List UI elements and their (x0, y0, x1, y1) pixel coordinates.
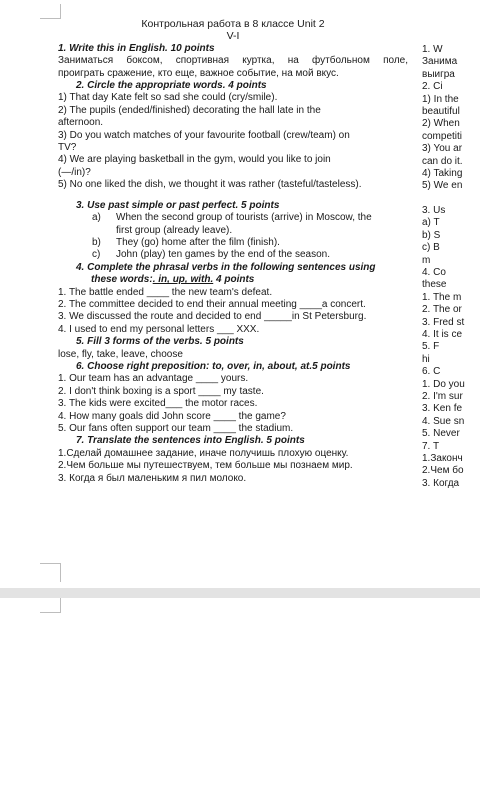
task-3-item-text: They (go) home after the film (finish). (116, 236, 280, 248)
task-2-line: 4) We are playing basketball in the gym, would you like to join (58, 154, 331, 166)
variant-2-line: these (422, 279, 447, 291)
variant-2-column-cropped (422, 44, 480, 490)
task-6-line: 1. Our team has an advantage ____ yours. (58, 373, 249, 385)
variant-2-line: a) T (422, 217, 440, 229)
task-3-heading: 3. Use past simple or past perfect. 5 points (76, 199, 280, 211)
variant-2-line: 2. Ci (422, 81, 443, 93)
variant-2-line (422, 193, 480, 205)
task-2-line: 2) The pupils (ended/finished) decorating the hall late in the (58, 104, 321, 116)
variant-2-line: c) B (422, 242, 440, 254)
crop-mark-top-left (40, 4, 61, 19)
variant-2-line: 2) When (422, 118, 460, 130)
task-3-item-line (58, 212, 408, 224)
task-3-item-line (58, 237, 408, 249)
task-2-line: afternoon. (58, 117, 104, 129)
task-3-item-marker (58, 225, 112, 237)
variant-2-line: 2.Чем бо (422, 465, 464, 477)
variant-2-line: 7. T (422, 440, 440, 452)
task-4-points: 4 points (213, 274, 255, 286)
variant-2-line: 3. Us (422, 205, 446, 217)
crop-mark-bottom-left (40, 563, 61, 582)
task-4-line: 2. The committee decided to end their annual meeting ____a concert. (58, 298, 366, 310)
variant-2-line: b) S (422, 229, 441, 241)
variant-2-line: Занима (422, 56, 458, 68)
task-3-item-marker: a) (92, 212, 101, 224)
variant-2-line: 1) In the (422, 93, 459, 105)
task-2-line: TV? (58, 142, 77, 154)
variant-2-line: 1. The m (422, 291, 462, 303)
variant-2-line: 4. Co (422, 267, 446, 279)
task-3-item-text: When the second group of tourists (arrive) in Moscow, the (116, 212, 372, 224)
task-2-line: 5) No one liked the dish, we thought it was rather (tasteful/tasteless). (58, 179, 362, 191)
task-6-line: 5. Our fans often support our team ____ the stadium. (58, 423, 294, 434)
variant-2-line: 3. Когда (422, 477, 460, 489)
task-7-line: 2.Чем больше мы путешествуем, тем больше мы познаем мир. (58, 460, 353, 472)
task-1-heading: 1. Write this in English. 10 points (58, 42, 215, 54)
task-4-heading-label: these words: (91, 274, 153, 286)
task-4-heading-line-2 (58, 274, 408, 286)
variant-label: V-I (226, 30, 240, 43)
task-3-items (58, 212, 408, 262)
task-5-heading: 5. Fill 3 forms of the verbs. 5 points (76, 336, 244, 348)
task-2-line: 3) Do you watch matches of your favourite football (crew/team) on (58, 129, 350, 141)
variant-2-line: 3. Ken fe (422, 403, 463, 415)
variant-2-line: beautiful (422, 105, 460, 117)
task-6-line: 3. The kids were excited___ the motor races. (58, 398, 258, 410)
task-4-line: 4. I used to end my personal letters ___ XXX. (58, 323, 260, 335)
variant-2-line: hi (422, 353, 430, 365)
task-2-heading: 2. Circle the appropriate words. 4 points (76, 80, 267, 92)
crop-mark-next-page (40, 598, 61, 613)
task-6-line: 4. How many goals did John score ____ the game? (58, 410, 286, 422)
task-3-item-line (58, 249, 408, 261)
variant-2-line: 5) We en (422, 180, 463, 192)
task-7-line: 1.Сделай домашнее задание, иначе получишь плохую оценку. (58, 447, 349, 459)
variant-2-line: 3) You ar (422, 143, 463, 155)
worksheet-title: Контрольная работа в 8 классе Unit 2 (141, 18, 325, 30)
variant-2-line: 5. Never (422, 428, 460, 440)
task-3-item-text: John (play) ten games by the end of the season. (116, 249, 331, 261)
variant-2-line: 3. Fred st (422, 316, 465, 328)
task-1-line-1: Заниматься боксом, спортивная куртка, на футбольном поле, (58, 55, 408, 67)
task-6-items (58, 373, 408, 435)
page-gap (0, 588, 480, 598)
task-3-item-line (58, 225, 408, 237)
task-7-line: 3. Когда я был маленьким я пил молоко. (58, 472, 247, 484)
task-2-line: (—/in)? (58, 166, 91, 178)
variant-2-line: 1. Do you (422, 378, 465, 390)
variant-2-line: m (422, 254, 431, 266)
task-6-line: 2. I don't think boxing is a sport ____ my taste. (58, 385, 264, 397)
next-page (0, 598, 480, 800)
task-1-line-2: проиграть сражение, кто еще, важное событие, на мой вкус. (58, 67, 339, 79)
task-4-word-list: . in, up, with. (152, 274, 214, 286)
task-7-items (58, 448, 408, 485)
task-4-line: 1. The battle ended ____ the new team's defeat. (58, 286, 273, 298)
variant-2-line: 4. Sue sn (422, 415, 465, 427)
variant-2-line: 5. F (422, 341, 440, 353)
variant-2-line: 4. It is ce (422, 328, 463, 340)
variant-2-line: competiti (422, 130, 463, 142)
task-5-verbs: lose, fly, take, leave, choose (58, 348, 183, 360)
task-6-heading: 6. Choose right preposition: to, over, in, about, at.5 points (76, 360, 351, 372)
task-2-line: 1) That day Kate felt so sad she could (cry/smile). (58, 92, 278, 104)
variant-2-line: 1. W (422, 44, 443, 55)
task-4-items (58, 287, 408, 337)
variant-2-line: can do it. (422, 155, 463, 167)
task-3-item-marker: b) (92, 236, 101, 248)
task-4-heading-line-1: 4. Complete the phrasal verbs in the following sentences using (76, 261, 376, 273)
variant-2-line: 2. The or (422, 304, 462, 316)
variant-1-column (58, 18, 408, 485)
variant-2-line: 6. C (422, 366, 441, 378)
variant-2-line: 2. I'm sur (422, 390, 463, 402)
variant-2-line: выигра (422, 68, 455, 80)
task-7-heading: 7. Translate the sentences into English. 5 points (76, 435, 305, 447)
variant-2-line: 4) Taking (422, 167, 463, 179)
task-3-item-marker: c) (92, 249, 101, 261)
variant-2-line: 1.Законч (422, 452, 463, 464)
task-2-items (58, 92, 408, 191)
task-3-item-text: first group (already leave). (116, 224, 233, 236)
task-4-line: 3. We discussed the route and decided to end _____in St Petersburg. (58, 311, 367, 323)
